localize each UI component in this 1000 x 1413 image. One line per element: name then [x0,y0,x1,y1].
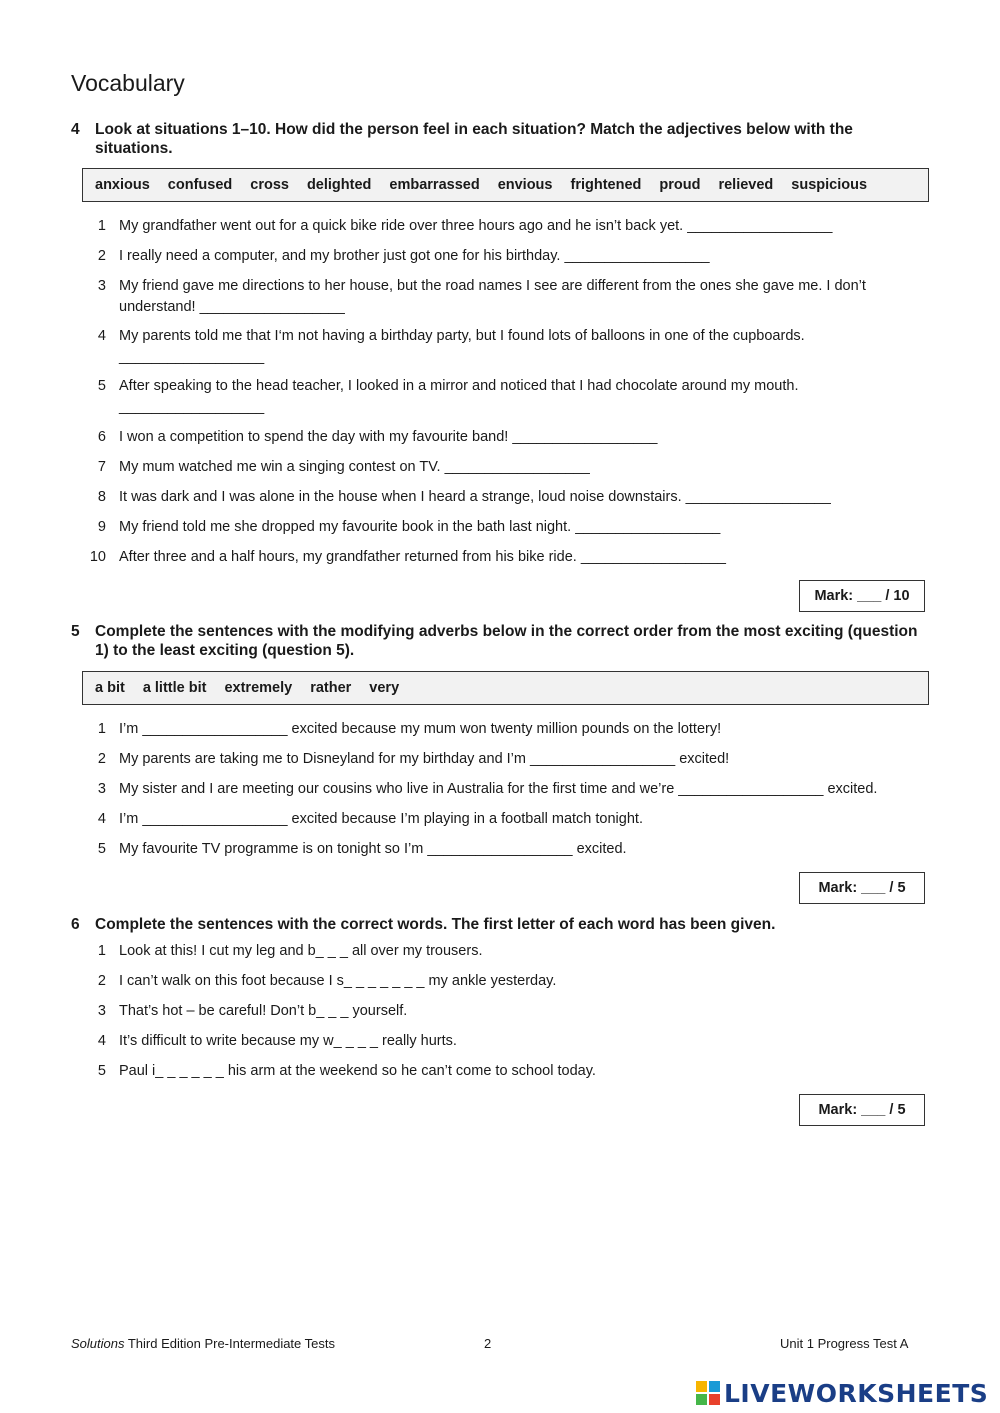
item-text[interactable]: My grandfather went out for a quick bike ride over three hours ago and he isn’t back yet. __________________ [119,218,833,234]
footer-unit-label: Unit 1 Progress Test A [780,1336,909,1351]
word-bank-item: rather [310,680,352,696]
word-bank-item: envious [497,177,553,193]
item-number: 3 [97,1003,106,1019]
item-text[interactable]: Paul i_ _ _ _ _ _ his arm at the weekend so he can’t come to school today. [119,1063,596,1079]
item-number: 4 [97,328,106,344]
item-number: 2 [97,248,106,264]
logo-square [709,1381,720,1392]
item-number: 2 [97,751,106,767]
word-bank-item: extremely [224,680,293,696]
exercise-5-mark-box: Mark: ___ / 5 [799,872,925,904]
word-bank-item: relieved [718,177,774,193]
item-text[interactable]: That’s hot – be careful! Don’t b_ _ _ yourself. [119,1003,408,1019]
exercise-number: 4 [71,121,80,138]
item-number: 3 [97,781,106,797]
word-bank-item: very [369,680,400,696]
item-number: 8 [97,489,106,505]
exercise-instruction-text: Look at situations 1–10. How did the person feel in each situation? Match the adjectives below with the situations. [95,121,853,157]
item-text[interactable]: I can’t walk on this foot because I s_ _ _ _ _ _ _ my ankle yesterday. [119,973,557,989]
exercise-4-item [82,376,922,418]
item-text[interactable]: My sister and I are meeting our cousins who live in Australia for the first time and we’re __________________ excited. [119,781,878,797]
item-number: 5 [97,1063,106,1079]
item-text[interactable]: My parents are taking me to Disneyland for my birthday and I’m __________________ excited! [119,751,730,767]
item-text[interactable]: My favourite TV programme is on tonight so I’m __________________ excited. [119,841,627,857]
exercise-5-word-box [82,671,929,705]
liveworksheets-logo [696,1378,988,1408]
exercise-number: 6 [71,916,80,933]
word-bank-item: confused [167,177,233,193]
exercise-4-mark-box: Mark: ___ / 10 [799,580,925,612]
exercise-4-item [82,547,922,568]
item-text[interactable]: It was dark and I was alone in the house when I heard a strange, loud noise downstairs. __________________ [119,489,831,505]
exercise-5-instructions [71,622,921,660]
item-number: 9 [97,519,106,535]
item-text[interactable]: I won a competition to spend the day with my favourite band! __________________ [119,429,658,445]
logo-square [696,1381,707,1392]
exercise-instruction-text: Complete the sentences with the modifying adverbs below in the correct order from the most exciting (question 1) to the least exciting (question 5). [95,623,918,659]
item-number: 5 [97,841,106,857]
item-number: 2 [97,973,106,989]
item-number: 4 [97,811,106,827]
exercise-6-item [82,941,922,962]
exercise-6-item [82,1061,922,1082]
item-number: 1 [97,721,106,737]
exercise-5-item [82,749,922,770]
exercise-5-item [82,839,922,860]
exercise-6-item [82,1031,922,1052]
item-number: 6 [97,429,106,445]
item-text[interactable]: My friend told me she dropped my favourite book in the bath last night. __________________ [119,519,721,535]
exercise-4-item [82,216,922,237]
item-number: 7 [97,459,106,475]
word-bank-item: a little bit [142,680,207,696]
exercise-instruction-text: Complete the sentences with the correct words. The first letter of each word has been given. [95,916,776,933]
item-number: 1 [97,943,106,959]
word-bank-item: embarrassed [389,177,480,193]
word-bank-item: delighted [306,177,372,193]
exercise-4-item [82,427,922,448]
item-text[interactable]: I’m __________________ excited because my mum won twenty million pounds on the lottery! [119,721,722,737]
item-number: 4 [97,1033,106,1049]
exercise-4-item [82,517,922,538]
exercise-4-item [82,457,922,478]
exercise-6-item [82,1001,922,1022]
item-text[interactable]: After speaking to the head teacher, I looked in a mirror and noticed that I had chocolate around my mouth. __________________ [119,378,799,415]
exercise-4-item [82,276,922,318]
exercise-6-instructions [71,915,921,934]
exercise-4-word-box [82,168,929,202]
word-bank-item: a bit [95,680,125,696]
item-text[interactable]: It’s difficult to write because my w_ _ _ _ really hurts. [119,1033,457,1049]
word-bank-item: proud [659,177,701,193]
exercise-4-item [82,487,922,508]
logo-mark-icon [696,1381,720,1405]
exercise-4-instructions [71,120,921,158]
exercise-6-item [82,971,922,992]
item-number: 10 [89,549,106,565]
exercise-4-item [82,246,922,267]
logo-text: LIVEWORKSHEETS [724,1378,989,1408]
word-bank-item: suspicious [791,177,868,193]
item-text[interactable]: My parents told me that I‘m not having a birthday party, but I found lots of balloons in one of the cupboards. __________________ [119,328,805,365]
item-number: 3 [97,278,106,294]
item-text[interactable]: I really need a computer, and my brother just got one for his birthday. __________________ [119,248,710,264]
section-heading: Vocabulary [71,70,185,96]
exercise-5-item [82,809,922,830]
exercise-5-item [82,779,927,800]
item-text[interactable]: My friend gave me directions to her house, but the road names I see are different from the ones she gave me. I don’t understand! __________________ [119,278,866,315]
item-text[interactable]: After three and a half hours, my grandfather returned from his bike ride. __________________ [119,549,726,565]
item-text[interactable]: I’m __________________ excited because I’m playing in a football match tonight. [119,811,643,827]
logo-square [709,1394,720,1405]
item-text[interactable]: My mum watched me win a singing contest on TV. __________________ [119,459,590,475]
item-number: 1 [97,218,106,234]
item-text[interactable]: Look at this! I cut my leg and b_ _ _ all over my trousers. [119,943,483,959]
exercise-5-item [82,719,922,740]
word-bank-item: cross [250,177,289,193]
footer-book-edition: Third Edition Pre-Intermediate Tests [124,1336,335,1351]
logo-square [696,1394,707,1405]
exercise-4-item [82,326,922,368]
exercise-6-mark-box: Mark: ___ / 5 [799,1094,925,1126]
item-number: 5 [97,378,106,394]
footer-book-series: Solutions [71,1336,125,1351]
word-bank-item: frightened [570,177,642,193]
footer-book-title [71,1336,335,1351]
word-bank-item: anxious [95,177,150,193]
exercise-number: 5 [71,623,80,640]
footer-page-number: 2 [484,1336,492,1351]
